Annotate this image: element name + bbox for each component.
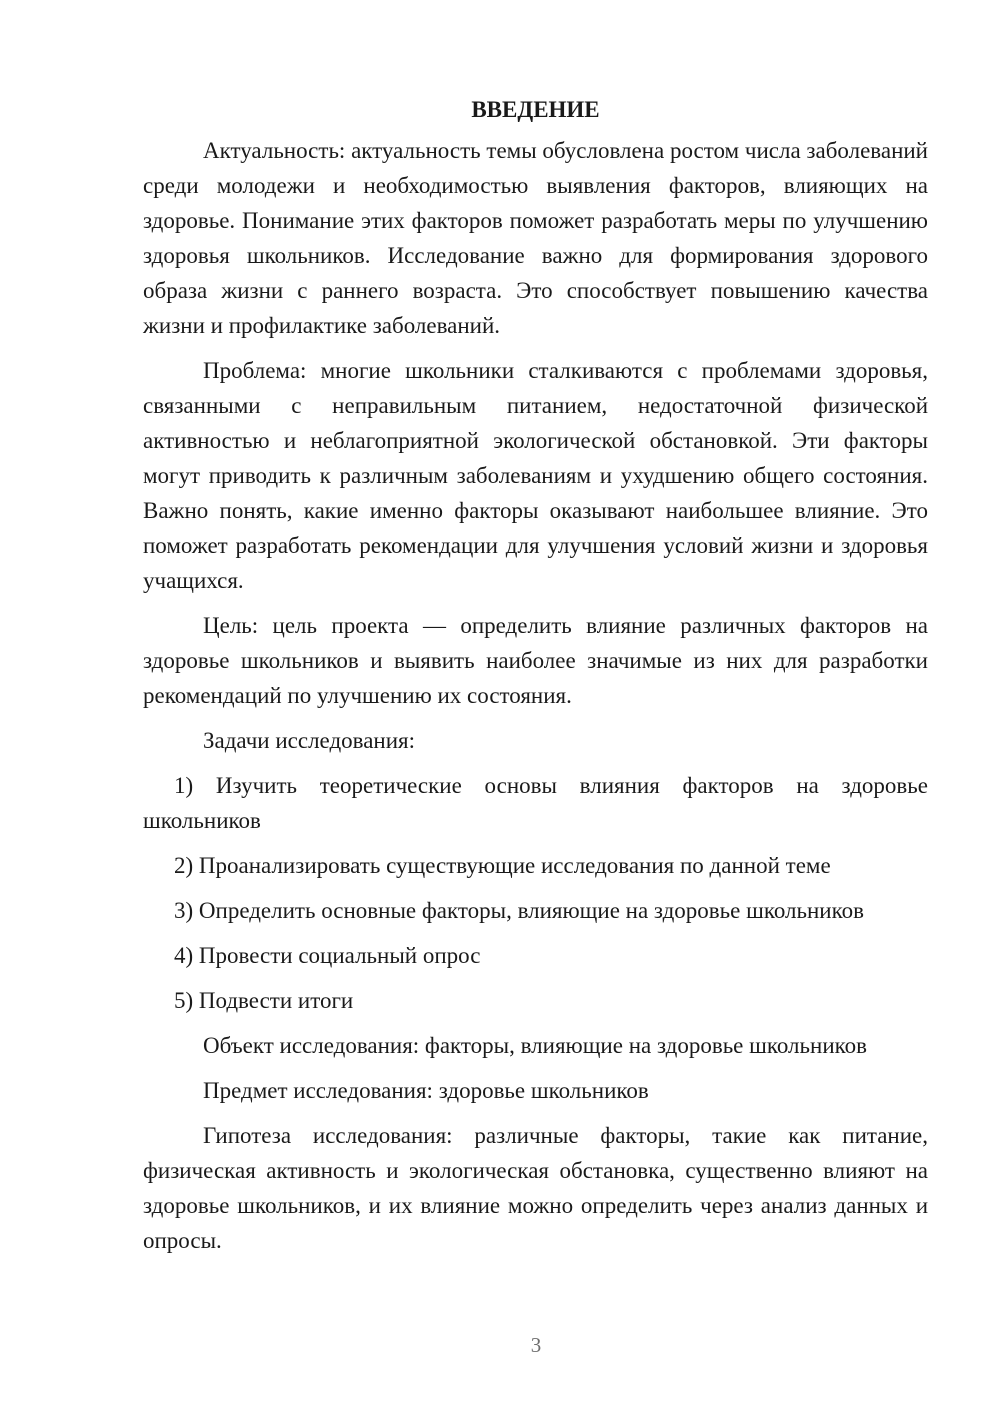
task-item: 1) Изучить теоретические основы влияния факторов на здоровье школьников	[143, 773, 928, 833]
paragraph-relevance: Актуальность: актуальность темы обусловлена ростом числа заболеваний среди молодежи и необходимостью выявления факторов, влияющих на здоровье. Понимание этих факторов поможет разработать меры по улучшению здоровья школьников. Исследование важно для формирования здорового образа жизни с раннего возраста. Это способствует повышению качества жизни и профилактике заболеваний.	[143, 138, 928, 338]
tasks-heading: Задачи исследования:	[203, 728, 416, 753]
task-item: 4) Провести социальный опрос	[174, 943, 481, 968]
task-item: 3) Определить основные факторы, влияющие на здоровье школьников	[174, 898, 864, 923]
page-number: 3	[530, 1333, 542, 1357]
task-item: 2) Проанализировать существующие исследования по данной теме	[174, 853, 831, 878]
paragraph-subject: Предмет исследования: здоровье школьников	[203, 1078, 649, 1103]
section-title: ВВЕДЕНИЕ	[471, 97, 600, 122]
paragraph-problem: Проблема: многие школьники сталкиваются с проблемами здоровья, связанными с неправильным питанием, недостаточной физической активностью и неблагоприятной экологической обстановкой. Эти факторы могут приводить к различным заболеваниям и ухудшению общего состояния. Важно понять, какие именно факторы оказывают наибольшее влияние. Это поможет разработать рекомендации для улучшения условий жизни и здоровья учащихся.	[143, 358, 928, 593]
paragraph-hypothesis: Гипотеза исследования: различные факторы, такие как питание, физическая активность и экологическая обстановка, существенно влияют на здоровье школьников, и их влияние можно определить через анализ данных и опросы.	[143, 1123, 928, 1253]
task-item: 5) Подвести итоги	[174, 988, 354, 1013]
page-content	[143, 92, 928, 1268]
paragraph-goal: Цель: цель проекта — определить влияние различных факторов на здоровье школьников и выявить наиболее значимые из них для разработки рекомендаций по улучшению их состояния.	[143, 613, 928, 708]
paragraph-object: Объект исследования: факторы, влияющие на здоровье школьников	[203, 1033, 868, 1058]
